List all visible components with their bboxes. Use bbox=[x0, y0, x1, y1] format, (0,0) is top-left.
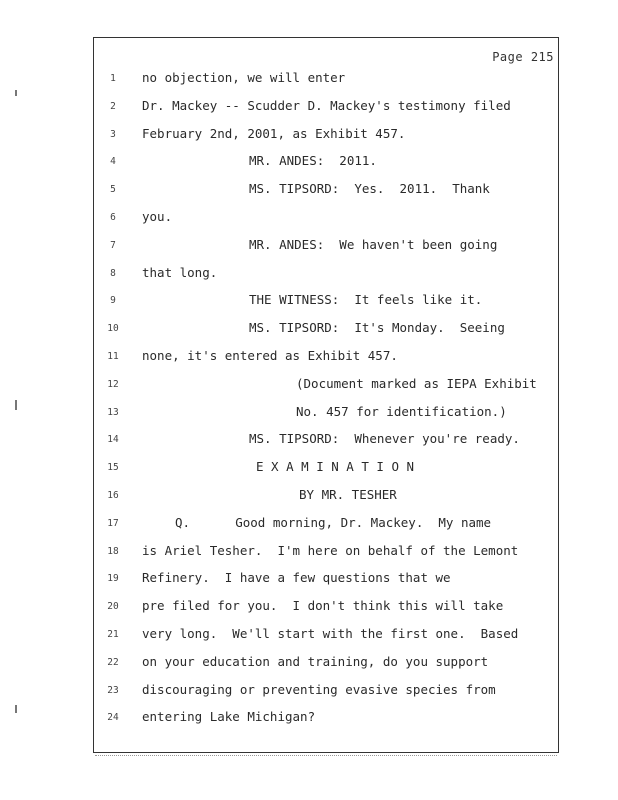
line-text: MR. ANDES: 2011. bbox=[249, 153, 377, 169]
scan-mark bbox=[15, 400, 17, 410]
transcript-line bbox=[0, 153, 618, 173]
line-number: 11 bbox=[107, 351, 119, 362]
line-text: very long. We'll start with the first one. Based bbox=[142, 626, 519, 641]
line-text: none, it's entered as Exhibit 457. bbox=[142, 348, 398, 363]
transcript-line bbox=[0, 265, 618, 285]
line-text: entering Lake Michigan? bbox=[142, 709, 316, 725]
line-number: 6 bbox=[110, 212, 116, 223]
transcript-line bbox=[0, 654, 618, 674]
line-number: 19 bbox=[107, 573, 119, 585]
transcript-line bbox=[0, 709, 618, 729]
line-text: discouraging or preventing evasive species from bbox=[142, 681, 496, 697]
line-text: No. 457 for identification.) bbox=[296, 403, 507, 419]
scan-mark bbox=[15, 705, 17, 713]
transcript-line bbox=[0, 682, 618, 702]
line-number: 12 bbox=[107, 378, 119, 390]
line-text: MS. TIPSORD: Yes. 2011. Thank bbox=[249, 181, 490, 197]
line-number: 2 bbox=[110, 100, 116, 112]
transcript-line bbox=[0, 626, 618, 646]
bottom-border bbox=[95, 755, 557, 756]
transcript-line bbox=[0, 320, 618, 340]
line-text: BY MR. TESHER bbox=[299, 487, 397, 502]
line-text: Dr. Mackey -- Scudder D. Mackey's testimony filed bbox=[142, 97, 511, 113]
line-number: 24 bbox=[107, 712, 119, 724]
scan-mark bbox=[15, 90, 17, 96]
line-text: MR. ANDES: We haven't been going bbox=[249, 236, 498, 252]
line-text: MS. TIPSORD: It's Monday. Seeing bbox=[249, 320, 505, 336]
transcript-line bbox=[0, 431, 618, 451]
page-number: Page 215 bbox=[492, 50, 554, 64]
transcript-line bbox=[0, 376, 618, 396]
line-text: you. bbox=[142, 209, 173, 224]
line-text: is Ariel Tesher. I'm here on behalf of the Lemont bbox=[142, 542, 519, 558]
transcript-line bbox=[0, 487, 618, 507]
line-text: (Document marked as IEPA Exhibit bbox=[296, 375, 537, 391]
line-text: THE WITNESS: It feels like it. bbox=[249, 292, 483, 308]
line-number: 18 bbox=[107, 545, 119, 557]
transcript-line bbox=[0, 459, 618, 479]
line-number: 4 bbox=[110, 156, 116, 168]
transcript-line bbox=[0, 598, 618, 618]
line-text: Q. Good morning, Dr. Mackey. My name bbox=[175, 514, 492, 530]
line-number: 14 bbox=[107, 434, 119, 446]
line-number: 17 bbox=[107, 517, 119, 529]
line-number: 23 bbox=[107, 684, 119, 696]
transcript-line bbox=[0, 70, 618, 90]
transcript-line bbox=[0, 570, 618, 590]
line-number: 5 bbox=[110, 184, 116, 196]
transcript-line bbox=[0, 404, 618, 424]
transcript-line bbox=[0, 292, 618, 312]
transcript-line bbox=[0, 348, 618, 368]
line-number: 3 bbox=[110, 128, 116, 140]
transcript-line bbox=[0, 126, 618, 146]
line-number: 13 bbox=[107, 406, 119, 418]
line-number: 22 bbox=[107, 656, 119, 668]
line-number: 21 bbox=[107, 629, 119, 640]
transcript-line bbox=[0, 98, 618, 118]
line-text: February 2nd, 2001, as Exhibit 457. bbox=[142, 125, 406, 141]
line-text: E X A M I N A T I O N bbox=[256, 459, 415, 475]
line-text: pre filed for you. I don't think this will take bbox=[142, 598, 504, 614]
line-number: 10 bbox=[107, 323, 119, 335]
line-number: 8 bbox=[110, 267, 116, 279]
line-number: 7 bbox=[110, 239, 116, 251]
line-number: 15 bbox=[107, 462, 119, 474]
line-number: 16 bbox=[107, 490, 119, 501]
transcript-line bbox=[0, 209, 618, 229]
line-number: 20 bbox=[107, 601, 119, 613]
transcript-line bbox=[0, 543, 618, 563]
line-text: on your education and training, do you support bbox=[142, 653, 489, 669]
line-text: no objection, we will enter bbox=[142, 70, 346, 85]
transcript-line bbox=[0, 515, 618, 535]
transcript-line bbox=[0, 181, 618, 201]
line-number: 1 bbox=[110, 73, 116, 84]
line-text: Refinery. I have a few questions that we bbox=[142, 570, 451, 586]
transcript-line bbox=[0, 237, 618, 257]
line-text: MS. TIPSORD: Whenever you're ready. bbox=[249, 431, 520, 447]
line-number: 9 bbox=[110, 295, 116, 307]
line-text: that long. bbox=[142, 264, 218, 280]
